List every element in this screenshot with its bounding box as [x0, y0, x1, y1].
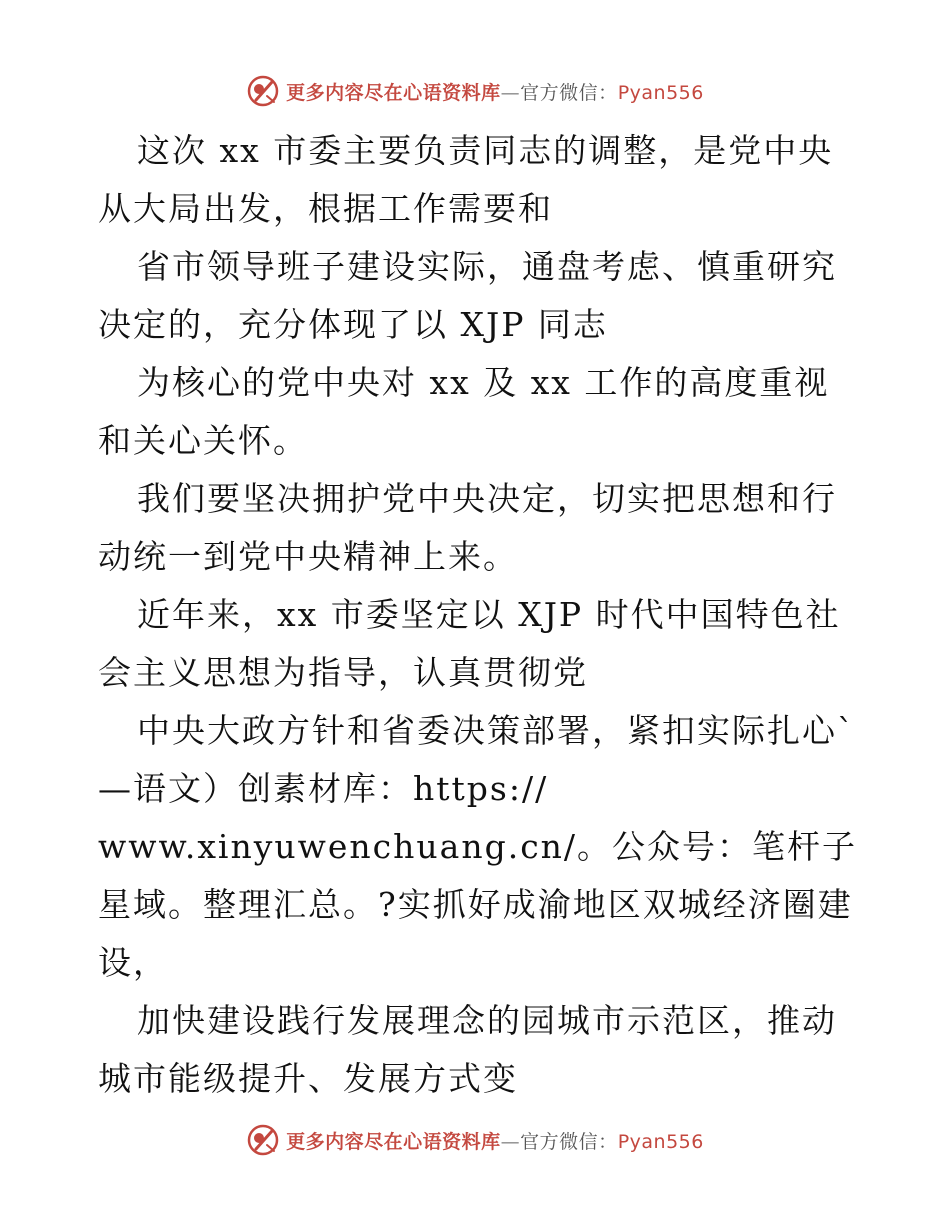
- brand-text: 更多内容尽在心语资料库: [286, 1130, 501, 1153]
- brand-text: 更多内容尽在心语资料库: [286, 81, 501, 104]
- brand-logo-icon: [246, 74, 280, 108]
- paragraph-5: 近年来，xx 市委坚定以 XJP 时代中国特色社会主义思想为指导，认真贯彻党: [98, 595, 841, 692]
- paragraph-3: 为核心的党中央对 xx 及 xx 工作的高度重视和关心关怀。: [98, 363, 830, 460]
- paragraph-8: 加快建设践行发展理念的园城市示范区，推动城市能级提升、发展方式变: [98, 1001, 837, 1098]
- separator: —: [500, 81, 521, 104]
- header-text: [286, 78, 704, 105]
- paragraph-1: 这次 xx 市委主要负责同志的调整，是党中央从大局出发，根据工作需要和: [98, 131, 834, 228]
- page-footer: [0, 1120, 950, 1160]
- footer-watermark: [246, 1123, 704, 1157]
- wechat-id: Pyan556: [617, 1130, 704, 1153]
- page-header: [0, 71, 950, 111]
- footer-text: [286, 1127, 704, 1154]
- wechat-id: Pyan556: [617, 81, 704, 104]
- paragraph-7: www.xinyuwenchuang.cn/。公众号：笔杆子星域。整理汇总。?实抓好成渝地区双城经济圈建设，: [98, 827, 858, 982]
- brand-logo-icon: [246, 1123, 280, 1157]
- paragraph-6: 中央大政方针和省委决策部署，紧扣实际扎心`—语文）创素材库：https://: [98, 711, 856, 808]
- header-watermark: [246, 74, 704, 108]
- paragraph-4: 我们要坚决拥护党中央决定，切实把思想和行动统一到党中央精神上来。: [98, 479, 837, 576]
- separator: —: [500, 1130, 521, 1153]
- wechat-label: 官方微信：: [520, 81, 618, 104]
- document-body: [98, 122, 858, 1108]
- wechat-label: 官方微信：: [520, 1130, 618, 1153]
- paragraph-2: 省市领导班子建设实际，通盘考虑、慎重研究决定的，充分体现了以 XJP 同志: [98, 247, 837, 344]
